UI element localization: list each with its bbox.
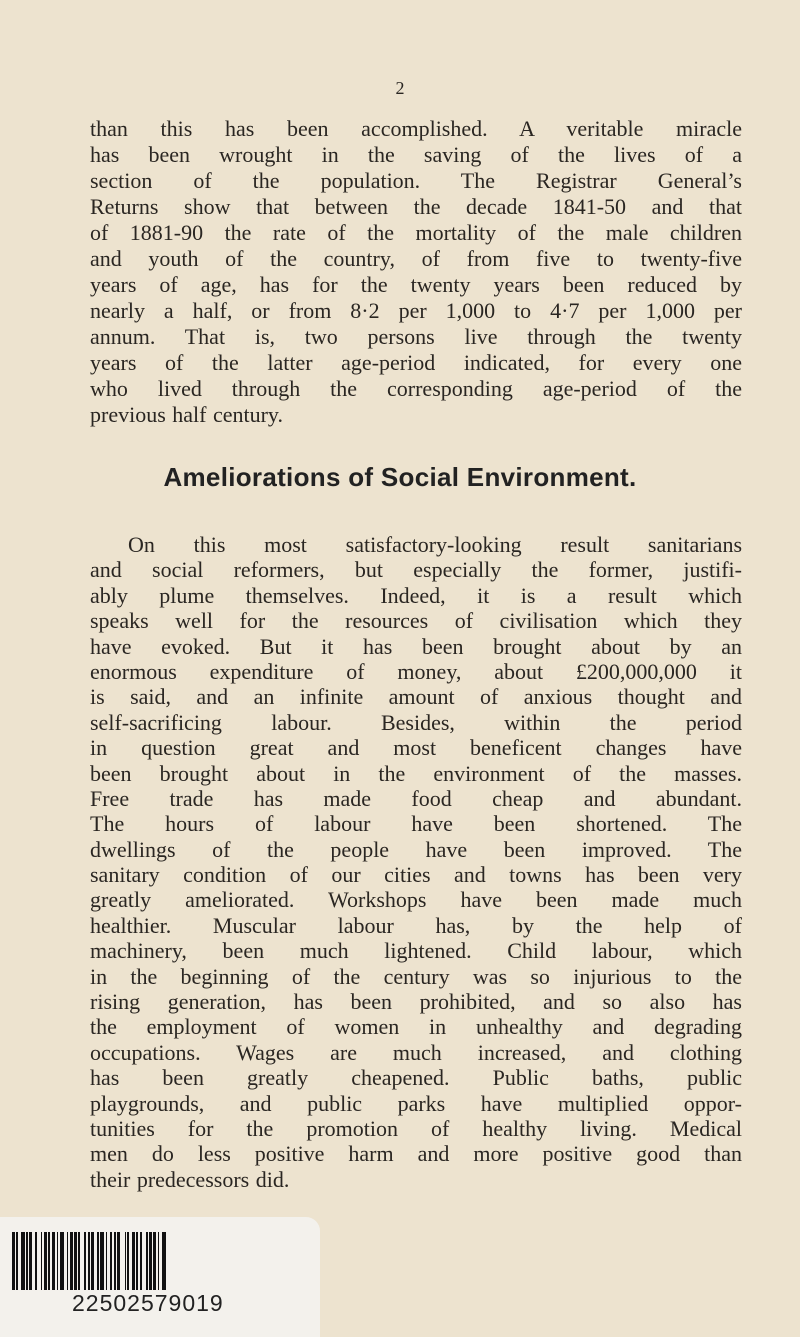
text-line: annum. That is, two persons live through the twenty (90, 324, 742, 349)
text-line: nearly a half, or from 8·2 per 1,000 to 4·7 per 1,000 per (90, 298, 742, 323)
text-line: section of the population. The Registrar General’s (90, 168, 742, 193)
barcode-number: 22502579019 (72, 1290, 224, 1316)
text-line: in the beginning of the century was so injurious to the (90, 963, 742, 989)
text-line: On this most satisfactory-looking result sanitarians (128, 532, 742, 557)
text-line: healthier. Muscular labour has, by the help of (90, 912, 742, 938)
text-line: the employment of women in unhealthy and degrading (90, 1014, 742, 1040)
text-line: of 1881-90 the rate of the mortality of the male children (90, 220, 742, 245)
page-number: 2 (395, 78, 405, 98)
text-line: years of age, has for the twenty years been reduced by (90, 272, 742, 297)
text-line: tunities for the promotion of healthy living. Medical (90, 1115, 742, 1141)
text-line: men do less positive harm and more positive good than (90, 1141, 742, 1167)
text-line: sanitary condition of our cities and towns has been very (90, 862, 742, 888)
text-line: been brought about in the environment of the masses. (90, 760, 742, 786)
paragraph-2 (90, 532, 742, 1192)
text-line: and youth of the country, of from five to twenty-five (90, 246, 742, 271)
text-line: playgrounds, and public parks have multiplied oppor- (90, 1090, 742, 1116)
text-line: has been greatly cheapened. Public baths, public (90, 1065, 742, 1091)
text-line: previous half century. (90, 402, 284, 427)
text-line: have evoked. But it has been brought about by an (90, 633, 742, 659)
text-line: The hours of labour have been shortened. The (90, 811, 742, 837)
text-line: in question great and most beneficent changes have (90, 735, 742, 761)
text-line: has been wrought in the saving of the lives of a (90, 142, 742, 167)
text-line: than this has been accomplished. A veritable miracle (90, 116, 742, 141)
text-line: dwellings of the people have been improved. The (90, 836, 742, 862)
text-line: years of the latter age-period indicated, for every one (90, 350, 742, 375)
barcode-image (12, 1232, 284, 1290)
text-line: rising generation, has been prohibited, and so also has (90, 989, 742, 1015)
text-line: self-sacrificing labour. Besides, within the period (90, 709, 742, 735)
text-line: speaks well for the resources of civilisation which they (90, 608, 742, 634)
text-line: enormous expenditure of money, about £200,000,000 it (90, 658, 742, 684)
text-line: and social reformers, but especially the former, justifi- (90, 557, 742, 583)
text-line: machinery, been much lightened. Child labour, which (90, 938, 742, 964)
paragraph-1 (90, 116, 742, 428)
text-line: their predecessors did. (90, 1166, 290, 1192)
text-line: greatly ameliorated. Workshops have been made much (90, 887, 742, 913)
section-heading: Ameliorations of Social Environment. (163, 462, 637, 492)
text-line: who lived through the corresponding age-period of the (90, 376, 742, 401)
text-line: is said, and an infinite amount of anxious thought and (90, 684, 742, 710)
text-line: occupations. Wages are much increased, and clothing (90, 1039, 742, 1065)
text-line: Returns show that between the decade 1841-50 and that (90, 194, 742, 219)
barcode-bar (166, 1232, 167, 1290)
text-line: ably plume themselves. Indeed, it is a result which (90, 582, 742, 608)
text-line: Free trade has made food cheap and abundant. (90, 785, 742, 811)
